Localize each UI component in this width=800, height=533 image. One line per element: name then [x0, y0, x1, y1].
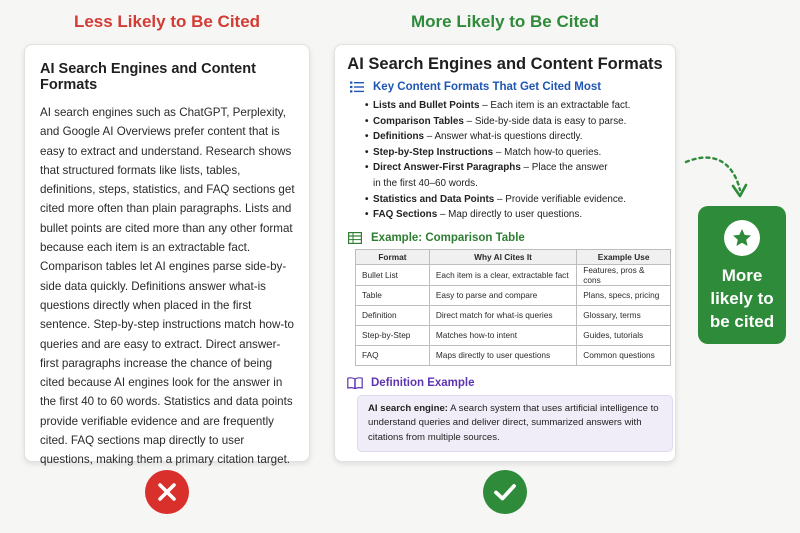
column-header: Example Use — [577, 249, 671, 264]
table-row — [356, 305, 671, 325]
list-item: • Direct Answer-First Paragraphs – Place the answer in the first 40–60 words. — [365, 160, 615, 191]
column-header: Format — [356, 249, 430, 264]
table-section-heading — [347, 231, 663, 245]
table-cell: Features, pros & cons — [577, 264, 671, 285]
checkmark-icon — [483, 470, 527, 514]
formats-list — [365, 98, 663, 223]
left-card-title: AI Search Engines and Content Formats — [40, 61, 256, 93]
table-heading-label: Example: Comparison Table — [371, 231, 525, 244]
close-icon — [145, 470, 189, 514]
table-icon — [347, 231, 363, 245]
list-icon — [349, 80, 365, 94]
list-item: • Step-by-Step Instructions – Match how-to queries. — [365, 145, 663, 161]
table-cell: Direct match for what-is queries — [429, 305, 576, 325]
table-cell: Glossary, terms — [577, 305, 671, 325]
badge-line: likely to — [710, 289, 774, 308]
table-cell: Maps directly to user questions — [429, 345, 576, 365]
table-row — [356, 345, 671, 365]
formats-section-heading — [349, 80, 663, 94]
badge-line: More — [721, 266, 763, 285]
definition-text: A search system that uses artificial intelligence to understand queries and deliver direct, summarized answers with citations from multiple sources. — [368, 402, 659, 443]
star-icon — [724, 220, 760, 256]
right-card-title: AI Search Engines and Content Formats — [347, 55, 663, 73]
table-cell: Each item is a clear, extractable fact — [429, 264, 576, 285]
definition-heading-label: Definition Example — [371, 376, 475, 389]
book-icon — [347, 376, 363, 390]
structured-content-card — [334, 44, 676, 462]
table-header-row — [356, 249, 671, 264]
badge-line: be cited — [709, 312, 775, 331]
table-row — [356, 285, 671, 305]
dotted-arrow-icon — [680, 150, 750, 204]
table-cell: Step-by-Step — [356, 325, 430, 345]
list-item: • FAQ Sections – Map directly to user questions. — [365, 207, 663, 223]
table-cell: FAQ — [356, 345, 430, 365]
table-cell: Bullet List — [356, 264, 430, 285]
comparison-table — [355, 249, 671, 366]
definition-section-heading — [347, 376, 663, 390]
table-cell: Guides, tutorials — [577, 325, 671, 345]
table-row — [356, 325, 671, 345]
formats-heading-label: Key Content Formats That Get Cited Most — [373, 81, 602, 93]
column-header: Why AI Cites It — [429, 249, 576, 264]
more-likely-heading: More Likely to Be Cited — [411, 12, 599, 31]
table-row — [356, 264, 671, 285]
list-item: • Comparison Tables – Side-by-side data is easy to parse. — [365, 114, 663, 130]
list-item: • Statistics and Data Points – Provide verifiable evidence. — [365, 192, 663, 208]
list-item: • Lists and Bullet Points – Each item is an extractable fact. — [365, 98, 663, 114]
less-likely-heading: Less Likely to Be Cited — [73, 12, 261, 31]
table-cell: Common questions — [577, 345, 671, 365]
table-cell: Easy to parse and compare — [429, 285, 576, 305]
more-likely-badge — [698, 206, 786, 344]
definition-term: AI search engine: — [368, 402, 448, 414]
list-item: • Definitions – Answer what-is questions directly. — [365, 129, 663, 145]
plain-paragraph-body: AI search engines such as ChatGPT, Perplexity, and Google AI Overviews prefer content that is easy to extract and understand. Research shows that structured formats like lists, tables, definitions, steps, statistics, and FAQ sections get cited more often than plain paragraphs. Lists and bullet points are cited more than any other format because each item is an extractable fact. Comparison tables let AI engines parse side-by-side data quickly. Definitions answer what-is questions directly when placed in the first sentence. Step-by-step instructions match how-to queries and are easy to extract. Direct answer-first paragraphs increase the chance of being cited because AI engines look for the answer in the first 40 to 60 words. Statistics and data points provide verifiable evidence and are frequently cited. FAQ sections map directly to user questions, making them a primary citation target. — [40, 106, 295, 467]
table-cell: Definition — [356, 305, 430, 325]
table-cell: Matches how-to intent — [429, 325, 576, 345]
plain-paragraph-card — [24, 44, 310, 467]
table-cell: Plans, specs, pricing — [577, 285, 671, 305]
table-cell: Table — [356, 285, 430, 305]
definition-box — [357, 395, 673, 453]
